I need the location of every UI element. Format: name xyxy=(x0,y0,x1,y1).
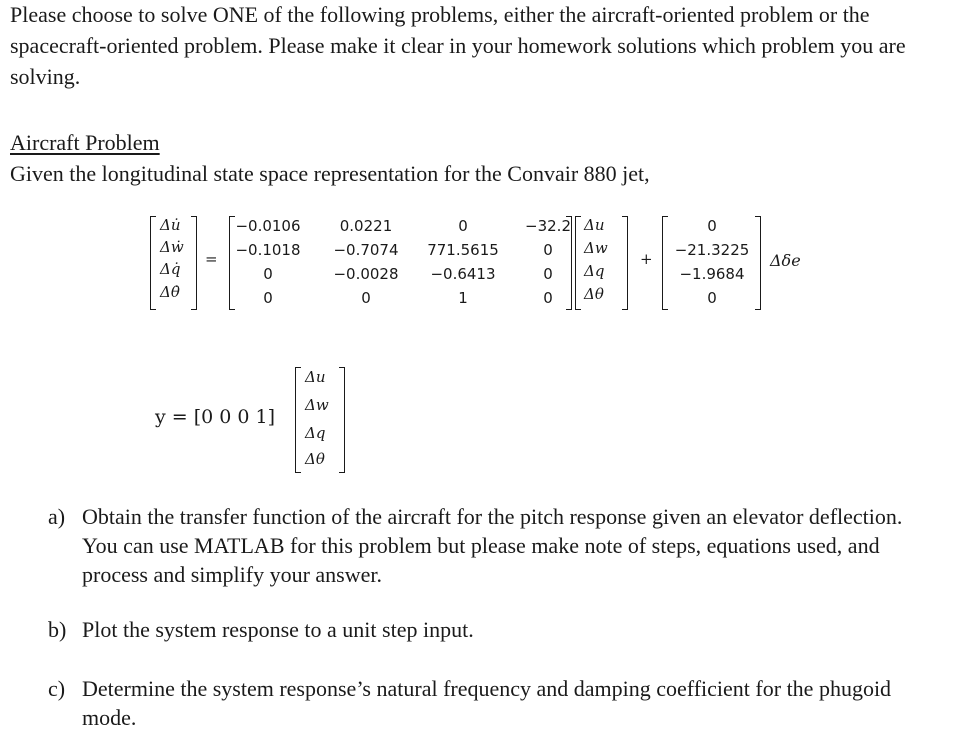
lhs-u-dot: Δu̇ xyxy=(160,216,181,234)
a-cell: −32.2 xyxy=(525,217,571,235)
a-cell: 0 xyxy=(263,289,273,307)
a-cell: 0 xyxy=(458,217,468,235)
a-cell: −0.7074 xyxy=(333,241,399,259)
b-cell: 0 xyxy=(707,217,717,235)
question-text: Plot the system response to a unit step input. xyxy=(82,617,474,642)
output-lhs: y = [0 0 0 1] xyxy=(155,406,276,428)
lhs-bracket-right xyxy=(191,216,197,310)
a-cell: 1 xyxy=(458,289,468,307)
b-cell: −1.9684 xyxy=(679,265,745,283)
b-cell: −21.3225 xyxy=(674,241,750,259)
y-x-theta: Δθ xyxy=(305,450,325,468)
y-x-bracket-left xyxy=(295,367,301,473)
a-cell: 0 xyxy=(263,265,273,283)
y-x-w: Δw xyxy=(305,396,329,414)
lhs-w-dot: Δẇ xyxy=(160,238,184,256)
question-text: Determine the system response’s natural frequency and damping coefficient for the phugoid mode. xyxy=(82,676,892,730)
x-u: Δu xyxy=(584,216,605,234)
y-x-q: Δq xyxy=(305,424,326,442)
section-heading: Aircraft Problem xyxy=(10,130,160,155)
x-theta: Δθ xyxy=(584,285,604,303)
a-cell: 0 xyxy=(543,289,553,307)
a-cell: −0.1018 xyxy=(235,241,301,259)
x-bracket-right xyxy=(622,216,628,310)
b-bracket-left xyxy=(662,216,668,310)
equals-sign: = xyxy=(205,250,218,268)
a-cell: 0 xyxy=(543,265,553,283)
lhs-theta-dot: Δθ̇ xyxy=(160,283,180,301)
y-x-bracket-right xyxy=(339,367,345,473)
b-cell: 0 xyxy=(707,289,717,307)
x-bracket-left xyxy=(575,216,581,310)
a-matrix-bracket-left xyxy=(229,216,235,310)
question-label: b) xyxy=(48,617,67,642)
a-cell: 0 xyxy=(543,241,553,259)
y-x-u: Δu xyxy=(305,368,326,386)
a-cell: −0.0028 xyxy=(333,265,399,283)
elevator-input: Δδe xyxy=(770,251,801,270)
plus-sign: + xyxy=(640,250,653,268)
a-cell: 0.0221 xyxy=(339,217,393,235)
question-label: c) xyxy=(48,676,66,701)
x-q: Δq xyxy=(584,262,605,280)
b-bracket-right xyxy=(755,216,761,310)
given-statement: Given the longitudinal state space representation for the Convair 880 jet, xyxy=(10,161,650,186)
a-cell: −0.6413 xyxy=(430,265,496,283)
intro-paragraph: Please choose to solve ONE of the following problems, either the aircraft-oriented problem or the spacecraft-oriented problem. Please make it clear in your homework solutions which problem you are solving. xyxy=(10,2,906,89)
a-cell: −0.0106 xyxy=(235,217,301,235)
a-cell: 0 xyxy=(361,289,371,307)
a-cell: 771.5615 xyxy=(427,241,499,259)
question-text: Obtain the transfer function of the aircraft for the pitch response given an elevator deflection. You can use MATLAB for this problem but please make note of steps, equations used, and process and simplify your answer. xyxy=(82,504,903,587)
x-w: Δw xyxy=(584,239,608,257)
question-label: a) xyxy=(48,504,66,529)
lhs-q-dot: Δq̇ xyxy=(160,260,181,278)
lhs-bracket-left xyxy=(150,216,156,310)
